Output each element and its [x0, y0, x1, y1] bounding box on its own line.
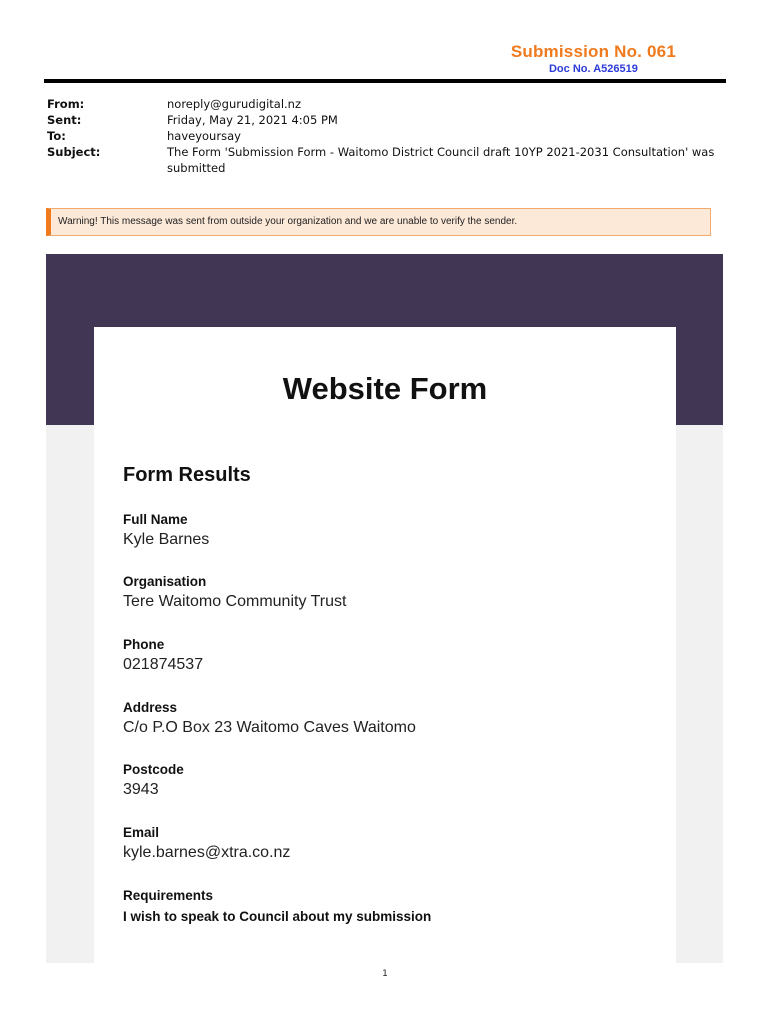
- field-value: 3943: [123, 781, 159, 798]
- from-row: [47, 96, 727, 112]
- field-address: [123, 700, 416, 737]
- from-label: From:: [47, 97, 85, 111]
- field-label: Address: [123, 700, 178, 715]
- field-organisation: [123, 574, 346, 611]
- submission-header: [511, 42, 676, 75]
- field-value: kyle.barnes@xtra.co.nz: [123, 844, 291, 861]
- field-phone: [123, 637, 203, 674]
- field-value: Kyle Barnes: [123, 531, 210, 548]
- submission-number: Submission No. 061: [510, 42, 676, 61]
- form-card: [94, 327, 676, 967]
- field-label: Requirements: [123, 888, 214, 903]
- header-divider: [44, 79, 726, 83]
- sent-value: Friday, May 21, 2021 4:05 PM: [167, 113, 338, 127]
- field-value: Tere Waitomo Community Trust: [123, 593, 347, 610]
- sent-label: Sent:: [47, 113, 82, 127]
- field-label: Full Name: [123, 512, 188, 527]
- form-results-heading: Form Results: [123, 464, 251, 486]
- to-value: haveyoursay: [167, 129, 241, 143]
- field-postcode: [123, 762, 184, 799]
- email-body-frame: [46, 254, 723, 963]
- field-label: Phone: [123, 637, 165, 652]
- sent-row: [47, 112, 727, 128]
- subject-label: Subject:: [47, 145, 101, 159]
- field-label: Organisation: [123, 574, 207, 589]
- field-full-name: [123, 512, 209, 549]
- field-value: C/o P.O Box 23 Waitomo Caves Waitomo: [123, 719, 416, 736]
- document-number: Doc No. A526519: [548, 63, 638, 75]
- field-value: 021874537: [123, 656, 204, 673]
- subject-row: [47, 144, 727, 176]
- email-metadata: [47, 96, 727, 176]
- from-value: noreply@gurudigital.nz: [167, 97, 302, 111]
- field-requirements: [123, 888, 431, 924]
- subject-value: The Form 'Submission Form - Waitomo District Council draft 10YP 2021-2031 Consultation' was submitted: [167, 145, 715, 175]
- field-label: Email: [123, 825, 160, 840]
- to-row: [47, 128, 727, 144]
- external-sender-warning: Warning! This message was sent from outside your organization and we are unable to verify the sender.: [46, 208, 711, 236]
- field-label: Postcode: [123, 762, 184, 777]
- field-email: [123, 825, 290, 862]
- field-value: I wish to speak to Council about my submission: [123, 909, 432, 924]
- form-title: Website Form: [282, 371, 488, 406]
- to-label: To:: [47, 129, 66, 143]
- page-number: 1: [382, 969, 388, 979]
